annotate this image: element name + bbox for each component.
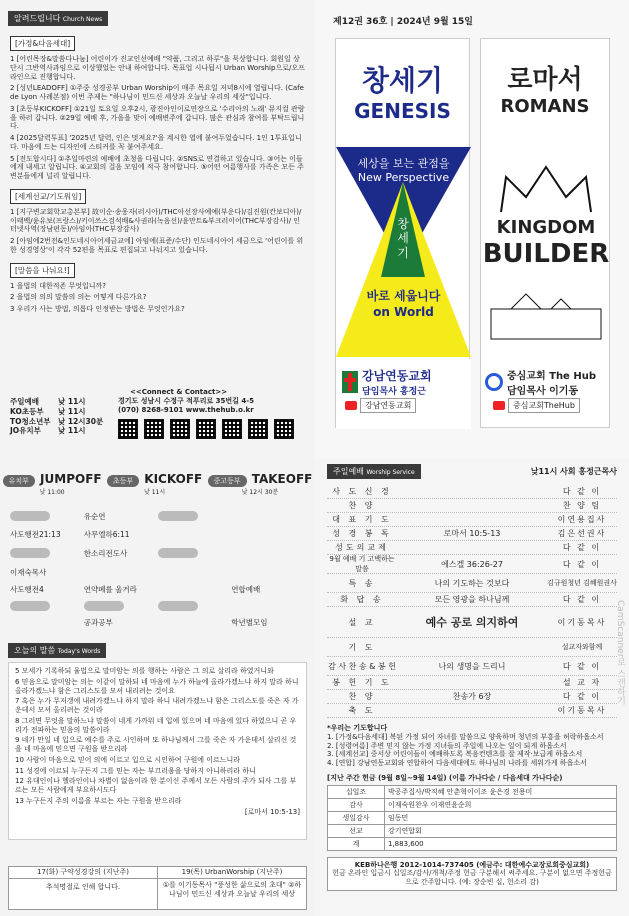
- table-row: [10, 598, 305, 614]
- cross-logo-icon: [342, 371, 358, 393]
- service-leader: 이연용집사: [557, 515, 607, 524]
- youtube-channel-right[interactable]: [493, 398, 608, 413]
- genesis-title-en: GENESIS: [354, 99, 451, 123]
- service-item: 화 답 송: [340, 595, 384, 604]
- service-leader: 설 교 자: [562, 678, 602, 687]
- service-detail: 로마서 10:5-13: [443, 529, 501, 538]
- table-cell: 사무엘하6:11: [83, 529, 130, 539]
- todays-words-title: [8, 643, 106, 658]
- service-leader: 찬 양 팀: [562, 501, 602, 510]
- service-detail: 에스겔 36:26-27: [441, 559, 503, 569]
- notice-item: 2 [아임에2번전&인도네시아어세금교에] 아임에(표준/수단) 인도네시아어 세금으로 '어린이를 위한 성경영상'이 각각 52편을 목표로 편집되고 나눠지고 있습니다.: [10, 237, 304, 254]
- service-item: 기 도: [348, 642, 376, 652]
- table-row: [328, 824, 617, 837]
- table-cell: 유순연: [83, 511, 106, 521]
- kingdom-text: KINGDOM: [496, 217, 596, 238]
- service-leader: 다 같 이: [562, 487, 602, 496]
- table-cell: 공과공부: [83, 617, 113, 627]
- qr-code-icon[interactable]: [222, 419, 242, 439]
- notice-panel: [0, 0, 315, 458]
- verse: 9 네가 만일 네 입으로 예수를 주로 시인하며 또 하나님께서 그를 죽은 자 가운데서 살리신 것을 네 마음에 믿으면 구원을 받으리라: [15, 736, 297, 753]
- channel-name: 강남연동교회: [360, 398, 416, 413]
- schedule-time: 낮 11시: [58, 406, 86, 416]
- class-body: ①를 이기동목사 "풍성한 삶으로의 초대" ②하나님이 민드신 세상과 오늘날 우리의 세상: [162, 880, 302, 898]
- service-row: [327, 704, 617, 718]
- prayer-item: 3. [세계선교] 중서상 어린이들이 예배하도록 복음컨텐츠를 잘 제작·보급케 하옵소서: [327, 750, 583, 759]
- pastor-name: 담임목사 이기동: [507, 386, 579, 397]
- service-leader: 설교자와함께: [561, 643, 603, 651]
- sermon-title: 예수 공로 의지하여: [425, 616, 519, 629]
- romans-title-en: ROMANS: [500, 96, 590, 117]
- hub-logo-icon: [485, 373, 503, 391]
- verse: 12 유대인이나 헬라인이나 차별이 없음이라 한 분이신 주께서 모든 사람의 주가 되사 그를 부르는 모든 사람에게 부요하시도다: [15, 777, 297, 794]
- notice-item: 2 [성년LEADOFF] ①주중 성경공부 Urban Worship이 매주 목요일 저녁8시에 열립니다. (Cafe de Lyon 사례본점) 이번 주제는 "하나님이 민드신 세상과 오늘날 우리의 세상"입니다.: [10, 84, 304, 101]
- service-leader: 이기동목사: [557, 617, 607, 627]
- service-row: [327, 541, 617, 555]
- service-row: [327, 527, 617, 541]
- youth-panel: [0, 458, 315, 916]
- notice-item: 1 [지구변교회학교총본부] 故이순·송웅자(러시아)/THC아선장사예예(부운다)/김진원(칸보디아)/ 이태백/윤유보(프랑스)/키이쓰스검석배&사권라(녹음선)/윤만트&부크러이어(THC부장감사)/ 인터넷사역(장남펀동)/아임아(THC부장감사): [10, 207, 302, 234]
- service-item: 성 경 봉 독: [332, 529, 392, 538]
- service-row: [327, 513, 617, 527]
- question-item: 3 우리가 사는 방법, 의롭다 인정받는 방법은 무엇인가요?: [10, 305, 185, 313]
- notice-item: 1 [어린목장&말씀다나눔] 어린이가 진교인선예배 "약품, 그리고 하루"을 묵상합니다. 회원일 상단시 그반역사과임으로 이상했었는 안내 하여합니다. 목표업 시나됩시 Urban Worship으로/오프라인으로 진행합니다.: [10, 55, 305, 81]
- issue-info: 제12권 36호 | 2024년 9월 15일: [333, 17, 474, 27]
- service-row: [327, 657, 617, 676]
- service-leader: 이기동목사: [557, 706, 607, 715]
- scanner-watermark: CamScanner로 스캔하기: [615, 600, 625, 706]
- service-detail: 나의 생명을 드리니: [438, 661, 506, 671]
- table-row: [328, 798, 617, 811]
- service-item: 특 송: [348, 578, 376, 588]
- group-time: 낮 11시: [144, 489, 166, 496]
- class-head: 17(화) 구약성경강의 (지난주): [9, 867, 157, 879]
- service-item: 설 교: [348, 617, 376, 627]
- table-row: [10, 614, 305, 630]
- worship-host: 낮11시 사회 홍정근목사: [530, 467, 617, 476]
- prayer-item: 2. [성령여름] 주변 믿지 않는 가정 지녀들의 주일에 나오는 일이 되게 하옵소서: [327, 741, 567, 750]
- builder-text: BUILDER: [482, 239, 610, 269]
- channel-name: 중심교회TheHub: [508, 398, 580, 413]
- service-leader: 다 같 이: [562, 543, 602, 552]
- church-phone-web: (070) 8268-9101 www.thehub.o.kr: [118, 405, 254, 414]
- service-row: [327, 574, 617, 593]
- schedule-label: 주일예배: [10, 397, 39, 406]
- service-item: 성도의교제: [335, 543, 389, 552]
- schedule-time: 낮 12시30분: [58, 416, 104, 426]
- triangle-bottom-text: 바로 세웁니다 on World: [366, 289, 441, 319]
- connect-heading: <<Connect & Contact>>: [130, 388, 228, 396]
- service-row: [327, 607, 617, 638]
- table-row: [328, 811, 617, 824]
- service-item: 찬 양: [348, 501, 376, 510]
- group-badge: 유치부: [3, 475, 35, 487]
- service-leader: 다 같 이: [562, 595, 602, 604]
- offering-table: [327, 785, 617, 851]
- prayer-item: 1. [가정&다음세대] 복된 가정 되어 자녀를 말씀으로 양육하며 청년의 부흥을 허락하옵소서: [327, 732, 604, 741]
- table-cell: 임동민: [385, 811, 617, 824]
- table-cell: 이재숙목사: [10, 567, 47, 577]
- qr-code-icon[interactable]: [118, 419, 138, 439]
- table-cell: 강기연합회: [385, 824, 617, 837]
- church-address: 경기도 성남시 수정구 적푸리로 35번길 4-5: [118, 397, 255, 405]
- group-time: 낮 12시 30분: [241, 489, 279, 496]
- service-row: [327, 690, 617, 704]
- notice-sub: Church News: [62, 16, 103, 23]
- service-detail: 모든 영광을 하나님께: [434, 595, 510, 604]
- service-detail: 찬송가 6장: [452, 692, 492, 701]
- service-row: [327, 593, 617, 607]
- service-row: [327, 555, 617, 574]
- schedule-time: 낮 11시: [58, 426, 86, 436]
- table-row: [328, 785, 617, 798]
- service-leader: 김은선권사: [557, 529, 607, 538]
- triangle-top-text: 세상을 보는 관점을 New Perspective: [357, 157, 450, 185]
- crown-icon: [481, 157, 611, 217]
- verse: 10 사람이 마음으로 믿어 의에 이르고 입으로 시인하여 구원에 이르느니라: [15, 755, 241, 764]
- service-item: 감 사 찬 송 & 봉 헌: [328, 661, 396, 671]
- group-time: 낮 11:00: [39, 489, 65, 496]
- youtube-channel-left[interactable]: [345, 398, 460, 413]
- notice-item: 5 [전도합시다] ①추일마련의 예배에 초청을 다립니다. ②SNS로 연결하고 있습니다. ③어는 이들에게 내세고 알립니다. ④교회의 걸음 모임에 적극 참여합니다. ⑤어떤 여름행사를 가족은 모든 주변분들에게 널리 알립니다.: [10, 154, 304, 180]
- words-sub: Today's Words: [57, 648, 101, 655]
- notice-item: 4 [2025달력투표] '2025년 달력, 인은 멋져요?'을 계시한 엽에 붙여두었습니다. 1인 1투표입니다. 마음에 드는 디자인에 스티커를 꼭 붙여주세요.: [10, 134, 302, 151]
- notice-title-text: 알려드립니다: [14, 14, 61, 23]
- table-cell: 연합예배: [231, 584, 261, 594]
- cover-panel: [315, 0, 629, 458]
- table-cell: 십일조: [328, 785, 385, 798]
- romans-banner: [480, 38, 610, 428]
- verse: 11 성경에 이르되 누구든지 그를 믿는 자는 부끄러움을 당하지 아니하리라 하니: [15, 766, 256, 775]
- table-cell: 이재숙원찬우 이재연윤순희: [385, 798, 617, 811]
- service-row: [327, 638, 617, 657]
- table-cell: 계: [328, 837, 385, 850]
- section-header-missions: [세계선교/기도워임]: [10, 189, 86, 204]
- service-detail: 나의 기도하는 것보다: [434, 578, 510, 588]
- scripture-reference: [로마서 10:5-13]: [244, 807, 300, 816]
- group-name: TAKEOFF: [251, 472, 313, 486]
- service-leader: 김규원청년 김혜원권사: [547, 579, 617, 587]
- group-name: KICKOFF: [144, 472, 203, 486]
- qr-code-icon[interactable]: [196, 419, 216, 439]
- worship-title-sub: Worship Service: [366, 469, 415, 476]
- pastor-name: 담임목사 홍정근: [362, 387, 426, 397]
- question-item: 1 을법의 대한적존 무엇입니까?: [10, 281, 106, 290]
- service-leader: 다 같 이: [562, 661, 602, 671]
- bank-info: [327, 857, 617, 891]
- city-skyline-icon: [481, 289, 611, 344]
- notice-item: 3 [초등부KICKOFF] ①21일 토요일 오후2시, 광진아인이로연장으로 '수리아의 노래' 뮤지컬 관람을 하러 갑니다. ②29일 예배 후, 가을을 맞이 예배변주에 갑니다. 많은 관심과 참여를 부탁드립니다.: [10, 104, 305, 131]
- table-cell: 사도행전4: [10, 584, 44, 594]
- order-of-worship: [327, 485, 617, 718]
- service-item: 찬 양: [348, 692, 376, 701]
- group-badge: 중고등부: [208, 475, 247, 487]
- table-cell: 사도행전21:13: [10, 529, 61, 539]
- qr-code-icon[interactable]: [144, 419, 164, 439]
- table-row: [10, 580, 305, 598]
- service-leader: 다 같 이: [562, 559, 602, 569]
- table-cell: 감사: [328, 798, 385, 811]
- verse: 6 믿음으로 말미암는 의는 이같이 말하되 네 마음에 누가 하늘에 올라가겠느냐 하지 말라 하니 올라가겠느냐 함은 그리스도를 모셔 내리려는 것이요: [15, 677, 299, 695]
- schedule-row: [10, 397, 110, 407]
- table-cell: 학년별모임: [231, 617, 268, 627]
- table-cell: 한소리전도사: [83, 548, 128, 558]
- prayer-list: [327, 724, 617, 768]
- church-name: 중심교회 The Hub: [507, 371, 596, 382]
- schedule-label: KO초등부: [10, 406, 44, 416]
- table-cell: 1,883,600: [385, 837, 617, 850]
- youtube-icon: [493, 401, 505, 410]
- youtube-icon: [345, 401, 357, 410]
- table-cell: 박공주집사/박직혜 안춘혁이이조 윤은경 전용미: [385, 785, 617, 798]
- table-row: [10, 564, 305, 580]
- verse: 8 그러면 무엇을 말하느냐 말씀이 네게 가까워 네 입에 있으며 네 마음에 있다 하였으니 곧 우리가 전파하는 믿음의 말씀이라: [15, 716, 297, 734]
- offering-title: [지난 주간 헌금 (9월 8일~9월 14일) (이름 가나다순 / 다음세대 가나다순): [327, 773, 563, 782]
- genesis-title-ko: 창세기: [361, 64, 444, 97]
- schedule-block: [10, 397, 110, 436]
- service-item: 대 표 기 도: [332, 515, 392, 524]
- service-row: [327, 485, 617, 499]
- section-header-share: [말씀을 나눠요!]: [10, 263, 75, 278]
- table-cell: 생일감사: [328, 811, 385, 824]
- youth-table: [10, 506, 305, 630]
- qr-code-icon[interactable]: [274, 419, 294, 439]
- service-row: [327, 499, 617, 513]
- worship-title: [327, 464, 421, 479]
- class-body: 추석명절로 인해 합니다.: [45, 882, 121, 891]
- scripture-box: [8, 662, 307, 840]
- worship-title-text: 주일예배: [333, 467, 364, 476]
- romans-title-ko: 로마서: [507, 65, 583, 95]
- schedule-label: JO유치부: [10, 426, 41, 436]
- schedule-row: [10, 417, 110, 427]
- service-item: 축 도: [348, 706, 376, 715]
- triangle-mid-text: 창세기: [397, 217, 409, 260]
- table-row: [10, 506, 305, 526]
- service-item: 봉 헌 기 도: [332, 678, 392, 687]
- schedule-time: 낮 11시: [58, 397, 86, 406]
- table-row: [328, 837, 617, 850]
- table-cell: 선교: [328, 824, 385, 837]
- table-row: [10, 526, 305, 542]
- group-jumpoff: [3, 468, 102, 496]
- contact-block: [118, 397, 308, 439]
- offering-section: [327, 774, 617, 851]
- service-leader: 다 같 이: [562, 692, 602, 701]
- verse: 13 누구든지 주의 이름을 부르는 자는 구원을 받으리라: [15, 796, 182, 805]
- words-title: 오늘의 말씀: [14, 646, 56, 655]
- prayer-title: *우리는 기도합니다: [327, 724, 388, 732]
- church-name: 강남연동교회: [362, 369, 432, 383]
- bank-note: 헌금 온라인 입금시 십일조/감사/개척/주정 헌금 구분해서 써주세요. 구분이 없으면 주정헌금으로 간주합니다. (예: 장순빈 십, 헌소리 감): [332, 869, 612, 886]
- prayer-item: 4. [연합] 강남연동교회와 연합하여 다음세대에도 하나님의 나라를 세워가게 하옵소서: [327, 759, 587, 767]
- group-takeoff: [208, 468, 313, 496]
- section-header-family: [가정&다음세대]: [10, 36, 75, 51]
- group-name: JUMPOFF: [40, 472, 102, 486]
- table-cell: 연약폐를 울거라: [83, 584, 137, 594]
- qr-code-icon[interactable]: [248, 419, 268, 439]
- verse: 5 모세가 기록하되 율법으로 말미암는 의를 행하는 사람은 그 의로 살리라 하였거니와: [15, 667, 274, 675]
- class-head: 19(목) UrbanWorship (지난주): [158, 867, 306, 879]
- group-badge: 초등부: [107, 475, 139, 487]
- group-kickoff: [107, 468, 202, 496]
- schedule-row: [10, 426, 110, 436]
- service-row: [327, 676, 617, 690]
- verse: 7 혹은 누가 무저갱에 내려가겠느냐 하지 말라 하니 내려가겠느냐 함은 그리스도를 죽은 자 가운데서 모셔 올리려는 것이라: [15, 697, 299, 714]
- worship-panel: [315, 458, 629, 916]
- schedule-row: [10, 407, 110, 417]
- service-item: 사 도 신 경: [332, 487, 392, 496]
- bank-account: KEB하나은행 2012-1014-737405 (예금주: 대한예수교장로회중심교회): [354, 860, 590, 869]
- qr-code-icon[interactable]: [170, 419, 190, 439]
- notice-title: [8, 11, 108, 26]
- table-row: [10, 542, 305, 564]
- service-item: 9월 예배 기 고백하는말씀: [329, 555, 395, 573]
- weekly-class-table: [8, 866, 307, 910]
- question-item: 2 을법의 의의 말씀의 의는 어떻게 다른가요?: [10, 293, 147, 302]
- genesis-banner: [335, 38, 470, 428]
- schedule-label: TO청소년부: [10, 416, 51, 426]
